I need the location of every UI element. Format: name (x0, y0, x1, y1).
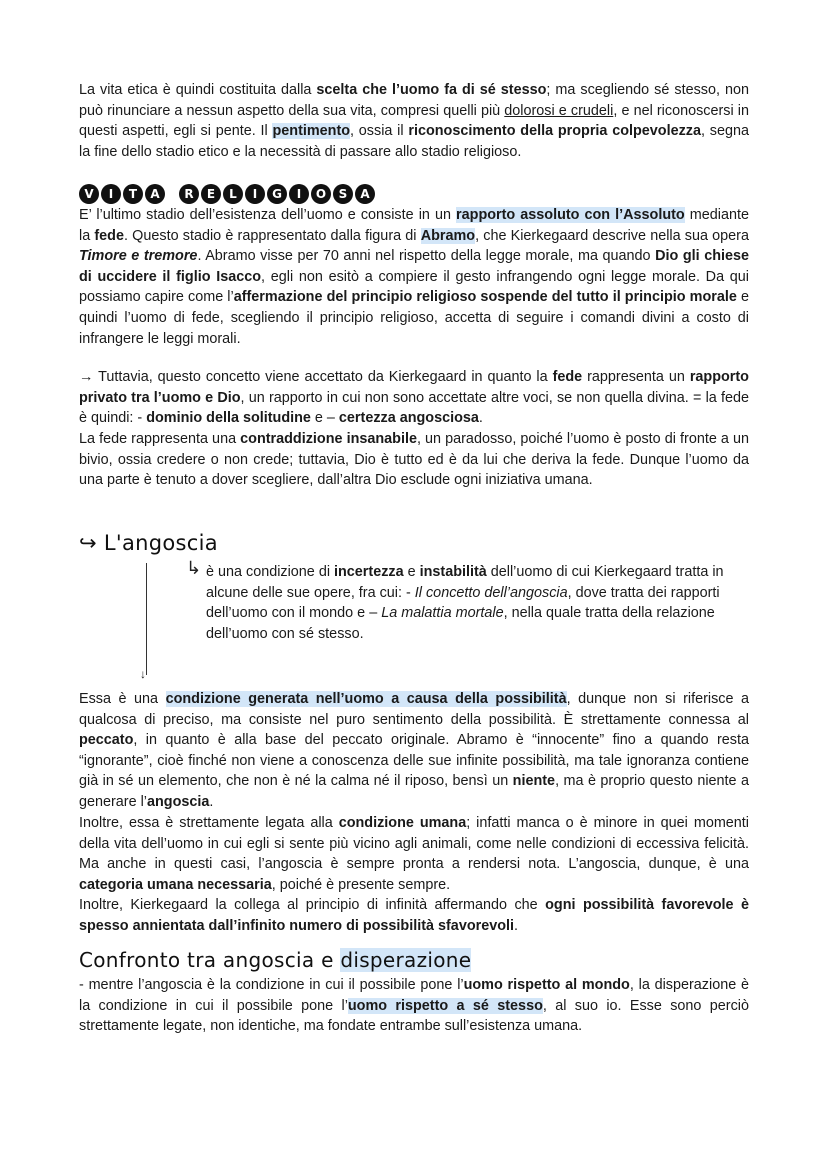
text: , ma è proprio questo niente a generare l’ (79, 773, 749, 810)
highlighted-text: condizione generata nell’uomo a causa della possibilità (165, 691, 567, 707)
bold-text: affermazione del principio religioso sospende del tutto il principio morale (233, 289, 737, 306)
title-letter: L (223, 184, 243, 204)
highlighted-text: Abramo (420, 227, 476, 244)
text: Essa è una (79, 691, 166, 707)
text: ; ma scegliendo sé stesso, non può rinunciare a nessun aspetto della sua vita, compresi quelli più (79, 82, 749, 119)
title-letter: A (355, 184, 375, 204)
text: è una condizione di (206, 564, 335, 580)
text: . (514, 917, 519, 934)
text: e quindi l’uomo di fede, scegliendo il principio religioso, accetta di seguire i comandi divini a costo di infrangere le leggi morali. (79, 289, 749, 347)
paragraph-definizione-angoscia (206, 562, 751, 644)
bold-text: peccato (79, 732, 134, 749)
arrow-hook-icon: ↳ (186, 558, 202, 578)
text: E’ l’ultimo stadio dell’esistenza dell’uomo e consiste in un (79, 207, 457, 223)
text: Inoltre, essa è strettamente legata alla (79, 815, 339, 831)
bold-text: rapporto privato tra l’uomo e Dio (79, 369, 749, 406)
arrow-down-icon: ↓ (140, 667, 146, 681)
text: , ossia il (350, 123, 409, 140)
title-letter: S (333, 184, 353, 204)
text: , nella quale tratta della relazione dell’uomo con sé stesso. (206, 605, 715, 642)
bold-text: instabilità (419, 564, 487, 580)
text: dell’uomo di cui Kierkegaard tratta in alcune delle sue opere, fra cui: - (206, 564, 724, 601)
highlighted-text: uomo rispetto a sé stesso (347, 997, 543, 1014)
text: Inoltre, Kierkegaard la collega al principio di infinità affermando che (79, 897, 546, 913)
paragraph-tuttavia (79, 367, 749, 429)
paragraph-possibilita (79, 689, 749, 813)
bold-text: categoria umana necessaria (79, 876, 272, 893)
bold-text: incertezza (334, 564, 404, 580)
text: . (478, 410, 483, 427)
underlined-text: dolorosi e crudeli (504, 102, 614, 119)
text: , dove tratta dei rapporti dell’uomo con il mondo e – (206, 584, 720, 622)
text: , egli non esitò a compiere il gesto infrangendo ogni legge morale. Da qui possiamo capire come l’ (79, 268, 749, 306)
title-letter: V (79, 184, 99, 204)
title-letter: E (201, 184, 221, 204)
bold-text: certezza angosciosa (338, 410, 479, 427)
text: e – (310, 410, 339, 427)
title-letter: I (101, 184, 121, 204)
book-title: La malattia mortale (381, 605, 504, 622)
text: ; infatti manca o è minore in quei momenti della vita dell’uomo in cui egli si sente più vicino agli animali, come nelle condizioni di eccessiva felicità. Ma anche in questi casi, l’angoscia è sempre pronta a rendersi nota. L’angoscia, dunque, è una (79, 815, 750, 873)
text: , poiché è presente sempre. (271, 876, 451, 893)
title-letter: G (267, 184, 287, 204)
bold-text: Dio gli chiese di uccidere il figlio Isacco (79, 248, 749, 285)
bold-text: angoscia (147, 793, 210, 810)
text: , un paradosso, poiché l’uomo è posto di fronte a un bivio, ossia credere o non crede; tuttavia, Dio è tutto ed è da lui che deriva la fede. Dunque l’uomo da una parte è tenuto a dover scegliere, dall’altra Dio esclude ogni iniziativa umana. (79, 431, 750, 489)
text: e (403, 564, 420, 580)
title-letter: I (289, 184, 309, 204)
paragraph-vita-religiosa (79, 205, 749, 349)
title-space (167, 184, 177, 204)
heading-angoscia: ↪ L'angoscia (79, 531, 218, 555)
book-title: Timore e tremore (79, 248, 198, 265)
paragraph-condizione-umana (79, 813, 749, 895)
text: → Tuttavia, questo concetto viene accettato da Kierkegaard in quanto la (79, 369, 553, 385)
text: , la disperazione è la condizione in cui il possibile pone l’ (79, 977, 749, 1014)
paragraph-infinita (79, 895, 749, 936)
title-letter: A (145, 184, 165, 204)
bold-text: fede (552, 369, 583, 385)
text: , in quanto è alla base del peccato originale. Abramo è “innocente” fino a quando resta “ignorante”, cioè finché non viene a conoscenza delle sue infinite possibilità, ma tale ignoranza contiene già in sé un elemento, che non è né la calma né il riposo, bensì un (79, 732, 749, 790)
bold-text: ogni possibilità favorevole è spesso annientata dall’infinito numero di possibilità sfavorevoli (79, 897, 749, 934)
text: , un rapporto in cui non sono accettate altre voci, se non quella divina. = la fede è quindi: - (79, 389, 749, 427)
title-letter: R (179, 184, 199, 204)
text: , che Kierkegaard descrive nella sua opera (475, 227, 749, 244)
text: La vita etica è quindi costituita dalla (79, 82, 317, 98)
text: , al suo io. Esse sono perciò strettamente legate, non identiche, ma fondate entrambe sull’esistenza umana. (79, 997, 749, 1035)
text: - mentre l’angoscia è la condizione in cui il possibile pone l’ (79, 977, 464, 993)
bold-text: dominio della solitudine (146, 410, 311, 427)
text: . (209, 793, 214, 810)
text: La fede rappresenta una (79, 431, 241, 447)
heading-vita-religiosa (79, 180, 377, 208)
title-letter: I (245, 184, 265, 204)
heading-text: Confronto tra angoscia e (79, 948, 341, 972)
title-letter: O (311, 184, 331, 204)
paragraph-confronto (79, 975, 749, 1037)
bold-text: riconoscimento della propria colpevolezza (408, 123, 701, 140)
bold-text: fede (94, 227, 124, 244)
text: , segna la fine dello stadio etico e la necessità di passare allo stadio religioso. (79, 123, 749, 160)
book-title: Il concetto dell’angoscia (414, 584, 568, 601)
bold-text: condizione umana (338, 815, 467, 831)
text: , e nel riconoscersi in questi aspetti, egli si pente. Il (79, 102, 749, 140)
highlighted-text: rapporto assoluto con l’Assoluto (456, 207, 685, 223)
text: , dunque non si riferisce a qualcosa di preciso, ma consiste nel puro sentimento della possibilità. È strettamente connessa al (79, 691, 749, 728)
text: rappresenta un (582, 369, 690, 385)
bold-text: contraddizione insanabile (240, 431, 417, 447)
bold-text: uomo rispetto al mondo (463, 977, 630, 993)
bold-text: scelta che l’uomo fa di sé stesso (316, 82, 547, 98)
heading-confronto (79, 948, 471, 972)
connector-line (146, 563, 147, 675)
text: mediante la (79, 207, 750, 244)
text: . Questo stadio è rappresentato dalla figura di (123, 227, 421, 244)
title-letter: T (123, 184, 143, 204)
text: . Abramo visse per 70 anni nel rispetto della legge morale, ma quando (197, 248, 656, 265)
paragraph-vita-etica (79, 80, 749, 162)
highlighted-heading-text: disperazione (340, 948, 472, 972)
bold-text: niente (512, 773, 556, 790)
highlighted-text: pentimento (272, 123, 351, 140)
paragraph-contraddizione (79, 429, 749, 491)
